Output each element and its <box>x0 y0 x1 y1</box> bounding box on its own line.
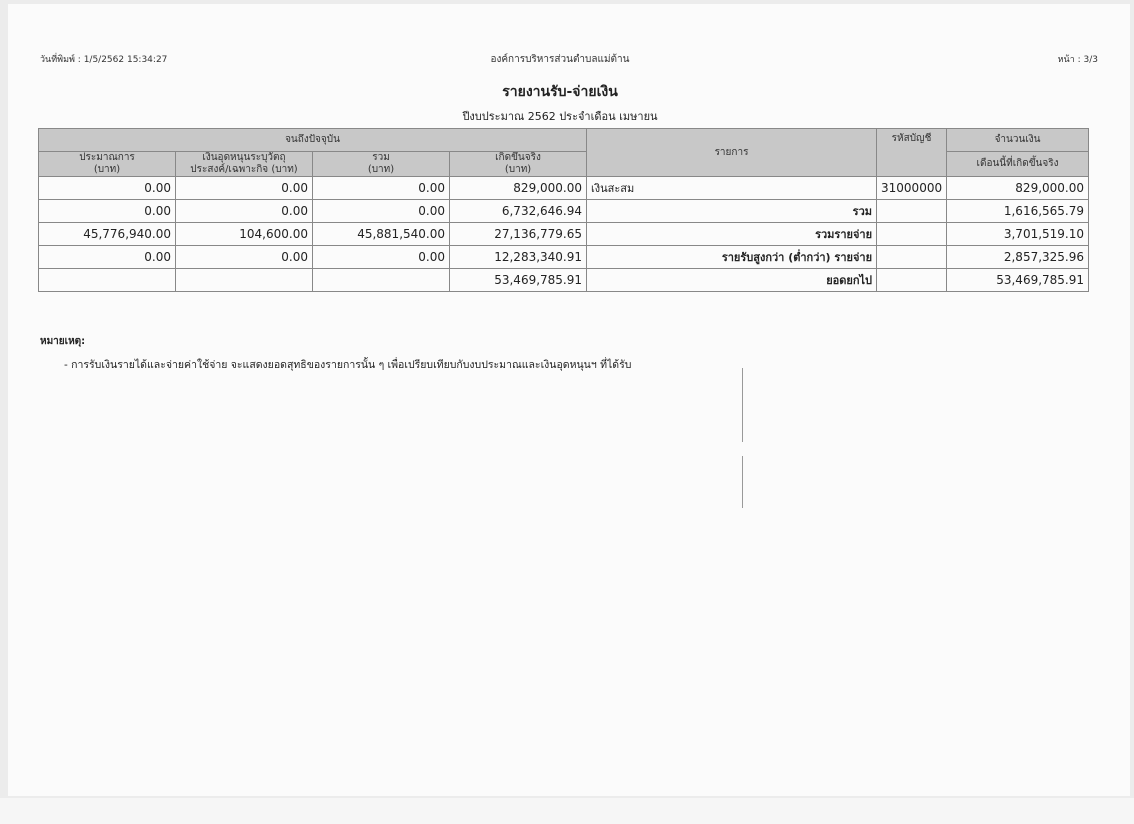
actual-cell: 27,136,779.65 <box>450 223 587 246</box>
account-code-cell <box>877 223 947 246</box>
subsidy-cell: 0.00 <box>176 246 313 269</box>
page-edge <box>0 798 1134 824</box>
subsidy-header: เงินอุดหนุนระบุวัตถุ ประสงค์/เฉพาะกิจ (บาท) <box>176 152 313 177</box>
table-row <box>39 246 1089 269</box>
account-code-cell: 31000000 <box>877 177 947 200</box>
actual-cell: 53,469,785.91 <box>450 269 587 292</box>
item-cell: รวมรายจ่าย <box>587 223 877 246</box>
budget-cell: 45,776,940.00 <box>39 223 176 246</box>
table-row <box>39 223 1089 246</box>
subsidy-cell: 0.00 <box>176 200 313 223</box>
account-code-header: รหัสบัญชี <box>877 129 947 177</box>
total-cell: 0.00 <box>313 200 450 223</box>
table-row <box>39 200 1089 223</box>
subsidy-cell: 104,600.00 <box>176 223 313 246</box>
scan-mark <box>742 368 743 442</box>
subsidy-cell <box>176 269 313 292</box>
item-cell: รวม <box>587 200 877 223</box>
amount-cell: 829,000.00 <box>947 177 1089 200</box>
amount-cell: 1,616,565.79 <box>947 200 1089 223</box>
total-cell: 0.00 <box>313 246 450 269</box>
actual-header: เกิดขึ้นจริง (บาท) <box>450 152 587 177</box>
budget-header: ประมาณการ (บาท) <box>39 152 176 177</box>
table-row <box>39 177 1089 200</box>
budget-cell: 0.00 <box>39 200 176 223</box>
item-cell: รายรับสูงกว่า (ต่ำกว่า) รายจ่าย <box>587 246 877 269</box>
amount-this-month-header: เดือนนี้ที่เกิดขึ้นจริง <box>947 152 1089 177</box>
print-date: วันที่พิมพ์ : 1/5/2562 15:34:27 <box>40 55 168 65</box>
total-cell <box>313 269 450 292</box>
report-subtitle: ปีงบประมาณ 2562 ประจำเดือน เมษายน <box>462 110 658 123</box>
amount-header: จำนวนเงิน <box>947 129 1089 152</box>
account-code-cell <box>877 269 947 292</box>
scan-mark <box>742 456 743 508</box>
notes-text: - การรับเงินรายได้และจ่ายค่าใช้จ่าย จะแสดงยอดสุทธิของรายการนั้น ๆ เพื่อเปรียบเทียบกับงบประมาณและเงินอุดหนุนฯ ที่ได้รับ <box>64 359 632 371</box>
page-number: หน้า : 3/3 <box>1057 55 1098 65</box>
total-header: รวม (บาท) <box>313 152 450 177</box>
item-header: รายการ <box>587 129 877 177</box>
account-code-cell <box>877 200 947 223</box>
item-cell: เงินสะสม <box>587 177 877 200</box>
actual-cell: 6,732,646.94 <box>450 200 587 223</box>
total-cell: 45,881,540.00 <box>313 223 450 246</box>
subsidy-cell: 0.00 <box>176 177 313 200</box>
total-cell: 0.00 <box>313 177 450 200</box>
amount-cell: 53,469,785.91 <box>947 269 1089 292</box>
budget-cell: 0.00 <box>39 246 176 269</box>
budget-cell <box>39 269 176 292</box>
organization-name: องค์การบริหารส่วนตำบลแม่ต้าน <box>490 54 630 65</box>
amount-cell: 2,857,325.96 <box>947 246 1089 269</box>
notes-title: หมายเหตุ: <box>40 336 86 347</box>
actual-cell: 12,283,340.91 <box>450 246 587 269</box>
table-row <box>39 269 1089 292</box>
account-code-cell <box>877 246 947 269</box>
actual-cell: 829,000.00 <box>450 177 587 200</box>
report-title: รายงานรับ-จ่ายเงิน <box>502 84 618 100</box>
item-cell: ยอดยกไป <box>587 269 877 292</box>
to-date-group-header: จนถึงปัจจุบัน <box>39 129 587 152</box>
budget-cell: 0.00 <box>39 177 176 200</box>
amount-cell: 3,701,519.10 <box>947 223 1089 246</box>
receipt-payment-table <box>38 128 1089 292</box>
